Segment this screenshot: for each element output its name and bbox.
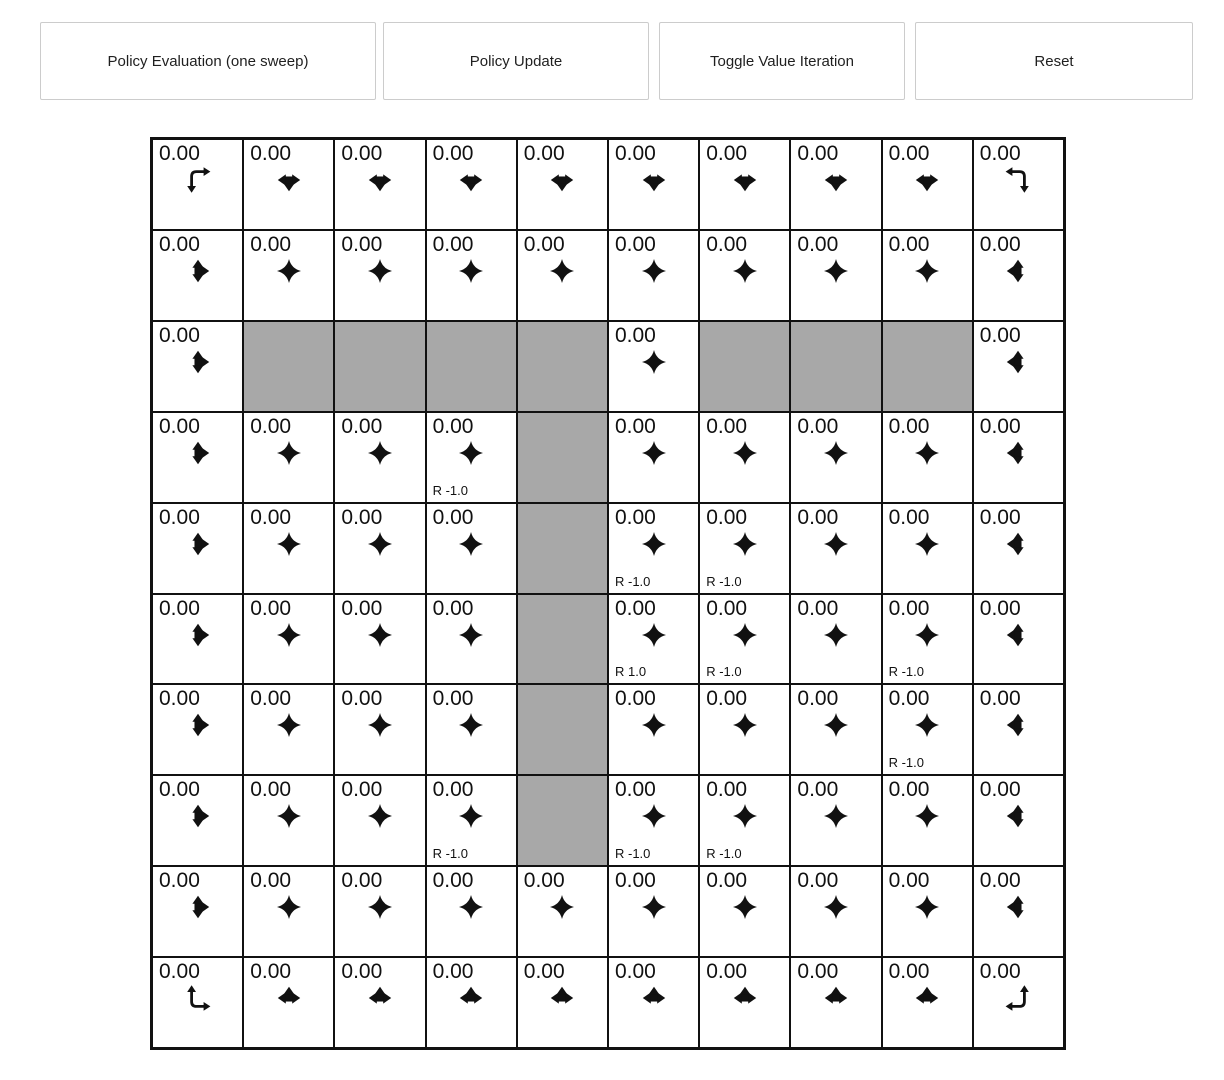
reset-button[interactable]: Reset	[915, 22, 1193, 100]
grid-cell	[334, 594, 425, 685]
state-value: 0.00	[614, 505, 656, 529]
policy-arrow-icon	[364, 619, 396, 651]
policy-update-button[interactable]: Policy Update	[383, 22, 649, 100]
state-value: 0.00	[706, 505, 748, 529]
grid-cell	[334, 412, 425, 503]
grid-cell	[243, 412, 334, 503]
grid-cell	[699, 230, 790, 321]
policy-arrow-icon	[182, 437, 214, 469]
grid-cell	[334, 230, 425, 321]
policy-arrow-icon	[638, 164, 670, 196]
state-value: 0.00	[250, 778, 292, 802]
grid-cell	[608, 594, 699, 685]
state-value: 0.00	[614, 687, 656, 711]
state-value: 0.00	[159, 687, 200, 711]
grid-cell	[334, 866, 425, 957]
state-value: 0.00	[341, 414, 383, 438]
state-value: 0.00	[888, 869, 930, 893]
state-value: 0.00	[523, 232, 565, 256]
grid-cell	[699, 684, 790, 775]
grid-cell	[243, 866, 334, 957]
grid-cell	[608, 866, 699, 957]
grid-cell	[973, 775, 1064, 866]
policy-arrow-icon	[729, 982, 761, 1014]
state-value: 0.00	[888, 414, 930, 438]
state-value: 0.00	[341, 232, 383, 256]
state-value: 0.00	[797, 869, 839, 893]
state-value: 0.00	[432, 505, 474, 529]
state-value: 0.00	[341, 960, 383, 984]
state-value: 0.00	[979, 232, 1021, 256]
state-value: 0.00	[797, 596, 839, 620]
policy-arrow-icon	[911, 528, 943, 560]
policy-arrow-icon	[1002, 346, 1034, 378]
state-value: 0.00	[797, 960, 839, 984]
policy-arrow-icon	[729, 891, 761, 923]
policy-arrow-icon	[546, 891, 578, 923]
grid-cell	[790, 503, 881, 594]
grid-cell	[699, 594, 790, 685]
grid-cell	[334, 957, 425, 1048]
grid-cell	[426, 412, 517, 503]
state-value: 0.00	[250, 142, 292, 165]
wall-cell	[517, 503, 608, 594]
grid-cell	[152, 503, 243, 594]
grid-cell	[699, 139, 790, 230]
grid-cell	[608, 684, 699, 775]
policy-arrow-icon	[273, 528, 305, 560]
grid-cell	[699, 866, 790, 957]
policy-arrow-icon	[1002, 709, 1034, 741]
grid-cell	[699, 775, 790, 866]
policy-arrow-icon	[911, 800, 943, 832]
state-value: 0.00	[614, 414, 656, 438]
grid-cell	[608, 139, 699, 230]
grid-cell	[882, 503, 973, 594]
policy-arrow-icon	[455, 709, 487, 741]
state-value: 0.00	[614, 323, 656, 347]
state-value: 0.00	[979, 869, 1021, 893]
policy-arrow-icon	[1002, 891, 1034, 923]
grid-cell	[699, 412, 790, 503]
grid-cell	[152, 230, 243, 321]
wall-cell	[790, 321, 881, 412]
state-value: 0.00	[614, 778, 656, 802]
policy-arrow-icon	[273, 800, 305, 832]
grid-cell	[973, 866, 1064, 957]
grid-cell	[608, 412, 699, 503]
policy-arrow-icon	[729, 709, 761, 741]
reward-label: R -1.0	[706, 664, 742, 680]
grid-cell	[152, 866, 243, 957]
policy-arrow-icon	[820, 800, 852, 832]
grid-cell	[517, 866, 608, 957]
grid-cell	[426, 775, 517, 866]
state-value: 0.00	[979, 505, 1021, 529]
reward-label: R -1.0	[614, 846, 651, 862]
state-value: 0.00	[341, 596, 383, 620]
state-value: 0.00	[614, 142, 656, 165]
grid-cell	[334, 684, 425, 775]
policy-arrow-icon	[820, 619, 852, 651]
grid-cell	[882, 957, 973, 1048]
state-value: 0.00	[523, 142, 565, 165]
reward-label: R -1.0	[706, 846, 742, 862]
state-value: 0.00	[341, 687, 383, 711]
state-value: 0.00	[432, 687, 474, 711]
state-value: 0.00	[341, 869, 383, 893]
grid-cell	[243, 775, 334, 866]
state-value: 0.00	[888, 778, 930, 802]
state-value: 0.00	[706, 869, 748, 893]
state-value: 0.00	[250, 869, 292, 893]
reward-label: R -1.0	[614, 573, 651, 589]
grid-cell	[426, 957, 517, 1048]
policy-arrow-icon	[638, 528, 670, 560]
reward-label: R -1.0	[888, 664, 924, 680]
reward-label: R -1.0	[432, 846, 468, 862]
state-value: 0.00	[888, 596, 930, 620]
grid-cell	[334, 503, 425, 594]
grid-cell	[152, 139, 243, 230]
policy-arrow-icon	[820, 528, 852, 560]
policy-arrow-icon	[273, 164, 305, 196]
policy-arrow-icon	[911, 619, 943, 651]
policy-arrow-icon	[364, 800, 396, 832]
state-value: 0.00	[797, 142, 839, 165]
wall-cell	[517, 321, 608, 412]
grid-cell	[243, 957, 334, 1048]
grid-cell	[882, 139, 973, 230]
policy-arrow-icon	[1002, 982, 1034, 1014]
state-value: 0.00	[797, 778, 839, 802]
state-value: 0.00	[979, 778, 1021, 802]
policy-evaluation-button[interactable]: Policy Evaluation (one sweep)	[40, 22, 376, 100]
grid-cell	[426, 594, 517, 685]
policy-arrow-icon	[638, 619, 670, 651]
state-value: 0.00	[341, 142, 383, 165]
state-value: 0.00	[888, 505, 930, 529]
grid-cell	[790, 594, 881, 685]
grid-cell	[608, 957, 699, 1048]
policy-arrow-icon	[638, 346, 670, 378]
policy-arrow-icon	[638, 800, 670, 832]
grid-cell	[243, 230, 334, 321]
state-value: 0.00	[250, 505, 292, 529]
policy-arrow-icon	[546, 164, 578, 196]
policy-arrow-icon	[638, 437, 670, 469]
grid-cell	[608, 775, 699, 866]
policy-arrow-icon	[182, 346, 214, 378]
policy-arrow-icon	[182, 528, 214, 560]
policy-arrow-icon	[364, 164, 396, 196]
policy-arrow-icon	[273, 437, 305, 469]
grid-cell	[426, 684, 517, 775]
grid-cell	[790, 139, 881, 230]
state-value: 0.00	[432, 232, 474, 256]
state-value: 0.00	[159, 232, 200, 256]
wall-cell	[517, 684, 608, 775]
policy-arrow-icon	[273, 891, 305, 923]
policy-arrow-icon	[546, 255, 578, 287]
grid-cell	[608, 230, 699, 321]
policy-arrow-icon	[182, 891, 214, 923]
state-value: 0.00	[159, 596, 200, 620]
grid-cell	[882, 412, 973, 503]
policy-arrow-icon	[182, 619, 214, 651]
policy-arrow-icon	[364, 255, 396, 287]
state-value: 0.00	[979, 323, 1021, 347]
state-value: 0.00	[159, 414, 200, 438]
state-value: 0.00	[250, 232, 292, 256]
state-value: 0.00	[614, 960, 656, 984]
state-value: 0.00	[432, 596, 474, 620]
policy-arrow-icon	[911, 255, 943, 287]
policy-arrow-icon	[911, 982, 943, 1014]
policy-arrow-icon	[1002, 164, 1034, 196]
state-value: 0.00	[797, 505, 839, 529]
policy-arrow-icon	[455, 800, 487, 832]
policy-arrow-icon	[364, 437, 396, 469]
state-value: 0.00	[159, 505, 200, 529]
grid-cell	[699, 503, 790, 594]
policy-arrow-icon	[820, 982, 852, 1014]
state-value: 0.00	[888, 232, 930, 256]
wall-cell	[882, 321, 973, 412]
state-value: 0.00	[706, 596, 748, 620]
wall-cell	[517, 775, 608, 866]
grid-cell	[517, 957, 608, 1048]
wall-cell	[426, 321, 517, 412]
state-value: 0.00	[614, 869, 656, 893]
wall-cell	[517, 412, 608, 503]
grid-cell	[973, 412, 1064, 503]
grid-cell	[882, 230, 973, 321]
policy-arrow-icon	[638, 891, 670, 923]
policy-arrow-icon	[455, 528, 487, 560]
state-value: 0.00	[432, 778, 474, 802]
policy-arrow-icon	[364, 528, 396, 560]
policy-arrow-icon	[455, 437, 487, 469]
state-value: 0.00	[706, 778, 748, 802]
grid-cell	[790, 957, 881, 1048]
wall-cell	[699, 321, 790, 412]
reward-label: R -1.0	[706, 573, 742, 589]
policy-arrow-icon	[729, 437, 761, 469]
policy-arrow-icon	[638, 709, 670, 741]
grid-cell	[699, 957, 790, 1048]
policy-arrow-icon	[911, 437, 943, 469]
state-value: 0.00	[888, 687, 930, 711]
state-value: 0.00	[432, 414, 474, 438]
policy-arrow-icon	[455, 255, 487, 287]
policy-arrow-icon	[182, 800, 214, 832]
grid-cell	[973, 230, 1064, 321]
reward-label: R 1.0	[614, 664, 647, 680]
policy-arrow-icon	[729, 164, 761, 196]
policy-arrow-icon	[820, 709, 852, 741]
policy-arrow-icon	[1002, 619, 1034, 651]
state-value: 0.00	[432, 142, 474, 165]
grid-cell	[790, 412, 881, 503]
state-value: 0.00	[341, 778, 383, 802]
policy-arrow-icon	[364, 709, 396, 741]
grid-cell	[790, 230, 881, 321]
wall-cell	[334, 321, 425, 412]
grid-cell	[973, 321, 1064, 412]
grid-cell	[152, 957, 243, 1048]
policy-arrow-icon	[546, 982, 578, 1014]
state-value: 0.00	[706, 960, 748, 984]
policy-arrow-icon	[273, 709, 305, 741]
grid-cell	[426, 866, 517, 957]
grid-cell	[426, 139, 517, 230]
state-value: 0.00	[341, 505, 383, 529]
policy-arrow-icon	[820, 164, 852, 196]
wall-cell	[517, 594, 608, 685]
grid-cell	[243, 139, 334, 230]
state-value: 0.00	[979, 596, 1021, 620]
state-value: 0.00	[979, 960, 1021, 984]
policy-arrow-icon	[1002, 528, 1034, 560]
policy-arrow-icon	[455, 982, 487, 1014]
grid-cell	[152, 684, 243, 775]
state-value: 0.00	[250, 414, 292, 438]
policy-arrow-icon	[1002, 800, 1034, 832]
state-value: 0.00	[523, 960, 565, 984]
grid-cell	[973, 594, 1064, 685]
grid-cell	[243, 503, 334, 594]
policy-arrow-icon	[820, 255, 852, 287]
grid-cell	[973, 684, 1064, 775]
policy-arrow-icon	[820, 891, 852, 923]
policy-arrow-icon	[638, 982, 670, 1014]
state-value: 0.00	[614, 596, 656, 620]
policy-arrow-icon	[729, 255, 761, 287]
grid-cell	[973, 957, 1064, 1048]
state-value: 0.00	[706, 414, 748, 438]
grid-cell	[973, 139, 1064, 230]
grid-cell	[334, 775, 425, 866]
grid-cell	[152, 412, 243, 503]
state-value: 0.00	[250, 687, 292, 711]
state-value: 0.00	[797, 232, 839, 256]
toggle-value-iteration-button[interactable]: Toggle Value Iteration	[659, 22, 905, 100]
grid-cell	[243, 594, 334, 685]
policy-arrow-icon	[729, 619, 761, 651]
state-value: 0.00	[159, 869, 200, 893]
state-value: 0.00	[888, 142, 930, 165]
policy-arrow-icon	[1002, 437, 1034, 469]
grid-cell	[790, 684, 881, 775]
state-value: 0.00	[159, 778, 200, 802]
grid-cell	[152, 775, 243, 866]
grid-cell	[790, 866, 881, 957]
state-value: 0.00	[159, 960, 200, 984]
reward-label: R -1.0	[888, 755, 924, 771]
policy-arrow-icon	[911, 164, 943, 196]
policy-arrow-icon	[911, 891, 943, 923]
grid-cell	[882, 684, 973, 775]
policy-arrow-icon	[820, 437, 852, 469]
toolbar	[0, 0, 1224, 110]
state-value: 0.00	[159, 323, 200, 347]
grid-cell	[790, 775, 881, 866]
grid-cell	[152, 321, 243, 412]
policy-arrow-icon	[182, 164, 214, 196]
grid-cell	[608, 503, 699, 594]
state-value: 0.00	[250, 960, 292, 984]
state-value: 0.00	[979, 142, 1021, 165]
grid-cell	[517, 139, 608, 230]
policy-arrow-icon	[364, 891, 396, 923]
grid-cell	[243, 684, 334, 775]
state-value: 0.00	[979, 687, 1021, 711]
state-value: 0.00	[250, 596, 292, 620]
policy-arrow-icon	[182, 255, 214, 287]
policy-arrow-icon	[638, 255, 670, 287]
policy-arrow-icon	[911, 709, 943, 741]
grid-cell	[882, 594, 973, 685]
policy-arrow-icon	[182, 709, 214, 741]
state-value: 0.00	[979, 414, 1021, 438]
state-value: 0.00	[888, 960, 930, 984]
policy-arrow-icon	[455, 891, 487, 923]
grid-cell	[152, 594, 243, 685]
grid-cell	[608, 321, 699, 412]
state-value: 0.00	[159, 142, 200, 165]
grid-cell	[426, 230, 517, 321]
gridworld-grid	[150, 137, 1066, 1050]
grid-cell	[882, 866, 973, 957]
state-value: 0.00	[797, 414, 839, 438]
state-value: 0.00	[706, 232, 748, 256]
reward-label: R -1.0	[432, 482, 468, 498]
policy-arrow-icon	[1002, 255, 1034, 287]
state-value: 0.00	[523, 869, 565, 893]
policy-arrow-icon	[182, 982, 214, 1014]
wall-cell	[243, 321, 334, 412]
grid-cell	[426, 503, 517, 594]
grid-cell	[334, 139, 425, 230]
state-value: 0.00	[614, 232, 656, 256]
grid-cell	[882, 775, 973, 866]
state-value: 0.00	[432, 960, 474, 984]
state-value: 0.00	[432, 869, 474, 893]
policy-arrow-icon	[364, 982, 396, 1014]
policy-arrow-icon	[455, 619, 487, 651]
state-value: 0.00	[706, 687, 748, 711]
grid-cell	[973, 503, 1064, 594]
policy-arrow-icon	[273, 619, 305, 651]
state-value: 0.00	[797, 687, 839, 711]
policy-arrow-icon	[273, 982, 305, 1014]
state-value: 0.00	[706, 142, 748, 165]
policy-arrow-icon	[729, 800, 761, 832]
policy-arrow-icon	[455, 164, 487, 196]
grid-cell	[517, 230, 608, 321]
policy-arrow-icon	[273, 255, 305, 287]
policy-arrow-icon	[729, 528, 761, 560]
